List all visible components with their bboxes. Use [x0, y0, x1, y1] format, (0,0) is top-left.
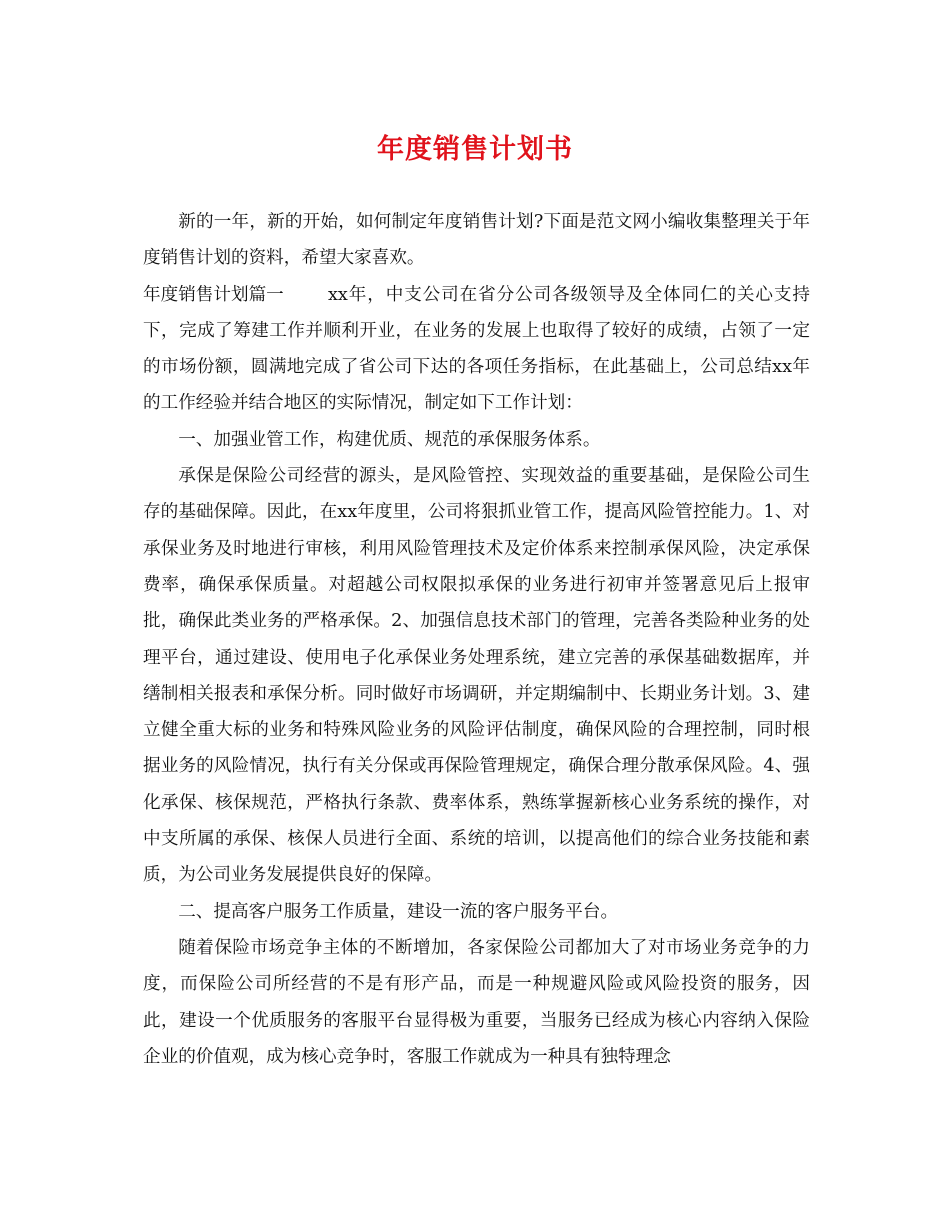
section-lead-text: xx年，中支公司在省分公司各级领导及全体同仁的关心支持下，完成了筹建工作并顺利开业，在业务的发展上也取得了较好的成绩，占领了一定的市场份额，圆满地完成了省公司下达的各项任务指标，在此基础上，公司总结xx年的工作经验并结合地区的实际情况，制定如下工作计划： [143, 284, 810, 414]
section-lead: 年度销售计划篇一 [143, 284, 284, 305]
document-title: 年度销售计划书 [377, 134, 573, 165]
section-paragraph [143, 277, 810, 422]
paragraph-2: 随着保险市场竞争主体的不断增加，各家保险公司都加大了对市场业务竞争的力度，而保险公司所经营的不是有形产品，而是一种规避风险或风险投资的服务，因此，建设一个优质服务的客服平台显得极为重要，当服务已经成为核心内容纳入保险企业的价值观，成为核心竞争时，客服工作就成为一种具有独特理念 [143, 937, 810, 1067]
document-body [143, 204, 810, 1075]
paragraph-1: 承保是保险公司经营的源头，是风险管控、实现效益的重要基础，是保险公司生存的基础保障。因此，在xx年度里，公司将狠抓业管工作，提高风险管控能力。1、对承保业务及时地进行审核，利用风险管理技术及定价体系来控制承保风险，决定承保费率，确保承保质量。对超越公司权限拟承保的业务进行初审并签署意见后上报审批，确保此类业务的严格承保。2、加强信息技术部门的管理，完善各类险种业务的处理平台，通过建设、使用电子化承保业务处理系统，建立完善的承保基础数据库，并缮制相关报表和承保分析。同时做好市场调研，并定期编制中、长期业务计划。3、建立健全重大标的业务和特殊风险业务的风险评估制度，确保风险的合理控制，同时根据业务的风险情况，执行有关分保或再保险管理规定，确保合理分散承保风险。4、强化承保、核保规范，严格执行条款、费率体系，熟练掌握新核心业务系统的操作，对中支所属的承保、核保人员进行全面、系统的培训，以提高他们的综合业务技能和素质，为公司业务发展提供良好的保障。 [143, 466, 810, 886]
intro-paragraph: 新的一年，新的开始，如何制定年度销售计划?下面是范文网小编收集整理关于年度销售计划的资料，希望大家喜欢。 [143, 212, 810, 269]
heading-2: 二、提高客户服务工作质量，建设一流的客户服务平台。 [178, 901, 619, 922]
heading-1: 一、加强业管工作，构建优质、规范的承保服务体系。 [178, 429, 601, 450]
